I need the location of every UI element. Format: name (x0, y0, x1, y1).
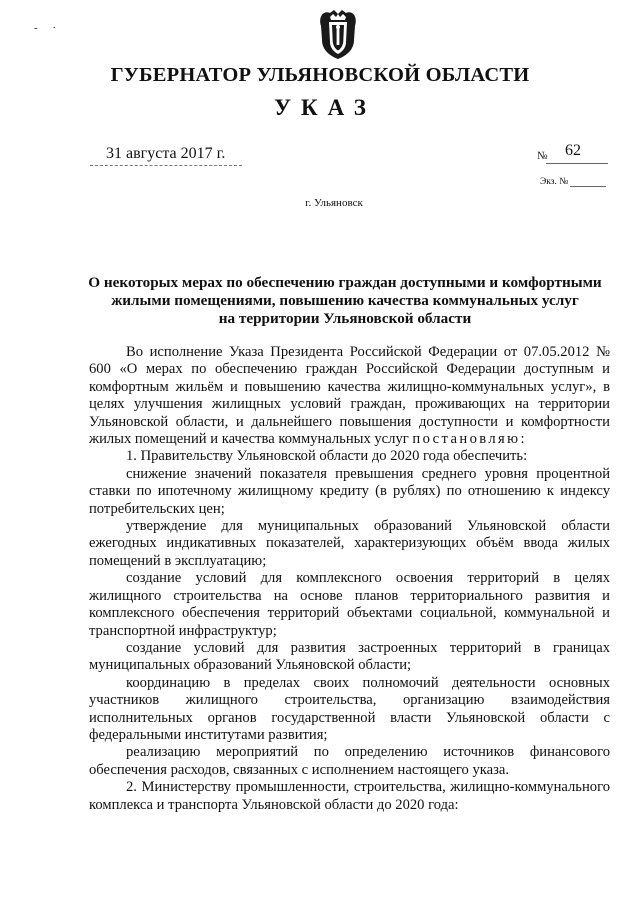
copy-number-underline (570, 186, 606, 187)
clause-2: 2. Министерству промышленности, строительства, жилищно-коммунального комплекса и транспорта Ульяновской области до 2020 года: (89, 779, 610, 813)
clause-item: создание условий для развития застроенных территорий в границах муниципальных образований Ульяновской области; (89, 639, 610, 674)
decree-number: 62 (565, 142, 581, 159)
heading-line: О некоторых мерах по обеспечению граждан доступными и комфортными (88, 274, 602, 291)
clause-item: снижение значений показателя превышения среднего уровня процентной ставки по ипотечному жилищному кредиту (в рублях) по отношению к индексу потребительских цен; (89, 465, 610, 517)
clause-item: реализацию мероприятий по определению источников финансового обеспечения расходов, связанных с исполнением настоящего указа. (89, 744, 610, 778)
authority-title: ГУБЕРНАТОР УЛЬЯНОВСКОЙ ОБЛАСТИ (110, 64, 530, 86)
number-underline (546, 163, 608, 164)
decree-date: 31 августа 2017 г. (106, 145, 226, 162)
heading-line: на территории Ульяновской области (218, 310, 472, 327)
decree-word: постановляю: (412, 431, 527, 448)
scan-marks: - · (34, 22, 63, 34)
clause-item: утверждение для муниципальных образований Ульяновской области ежегодных индикативных показателей, характеризующих объём ввода жилых помещений в эксплуатацию; (89, 518, 610, 569)
decree-heading (80, 274, 610, 328)
city-of-issue: г. Ульяновск (305, 197, 363, 209)
clause-1: 1. Правительству Ульяновской области до 2020 года обеспечить: (126, 448, 528, 465)
clause-item: координацию в пределах своих полномочий деятельности основных участников жилищного строительства, организацию взаимодействия исполнительных органов государственной власти Ульяновской области с федеральными институтами развития; (89, 674, 610, 743)
decree-body (89, 344, 610, 814)
number-label: № (537, 150, 548, 162)
ulyanovsk-coat-of-arms-icon (316, 8, 360, 60)
preamble-paragraph (89, 344, 610, 448)
copy-number-label: Экз. № (540, 177, 569, 187)
date-underline (90, 165, 242, 166)
clause-item: создание условий для комплексного освоения территорий в целях жилищного строительства на основе планов территориального развития и комплексного обеспечения территорий объектами социальной, коммунальной и транспортной инфраструктур; (89, 570, 610, 639)
heading-line: жилыми помещениями, повышению качества коммунальных услуг (111, 292, 579, 309)
preamble-text: Во исполнение Указа Президента Российской Федерации от 07.05.2012 № 600 «О мерах по обеспечению граждан Российской Федерации доступным и комфортным жильём и повышению качества жилищно-коммунальных услуг», в целях улучшения жилищных условий граждан, проживающих на территории Ульяновской области, и дальнейшего повышения доступности и комфортности жилых помещений и качества коммунальных услуг (89, 344, 610, 448)
document-type: УКАЗ (274, 95, 376, 120)
